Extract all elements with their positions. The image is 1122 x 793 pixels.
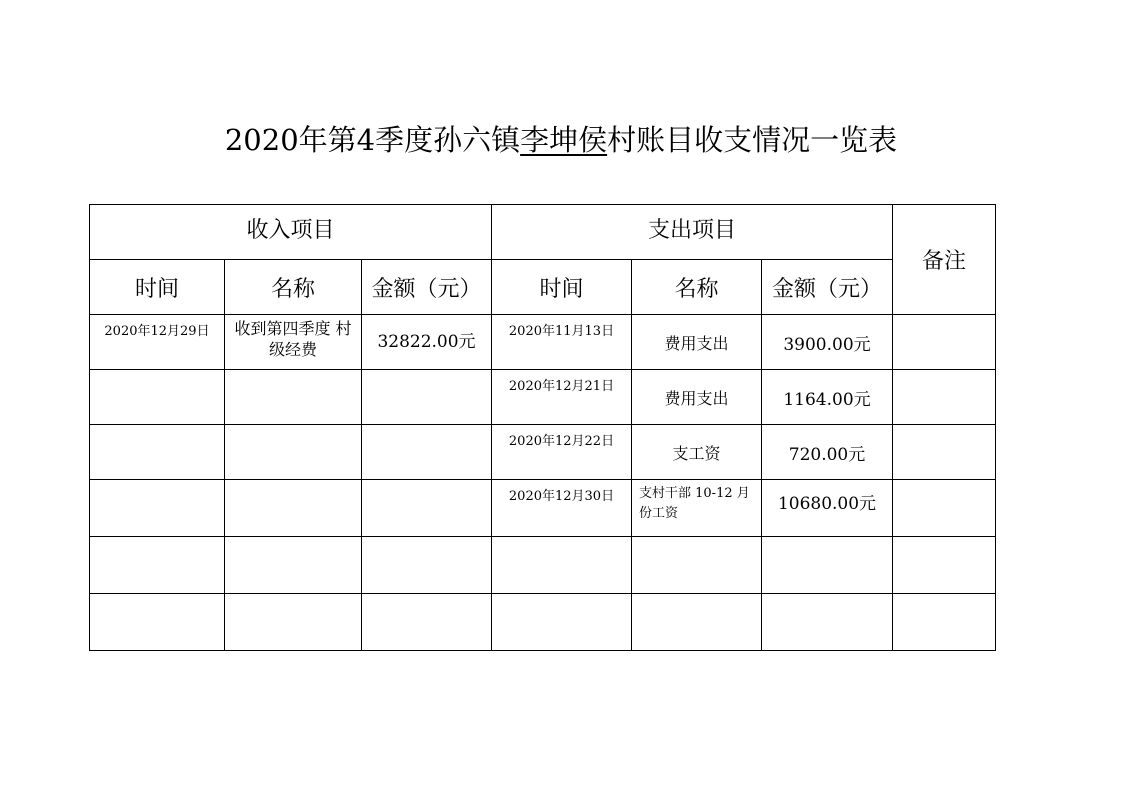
income-name-cell: [225, 594, 362, 651]
income-amount-cell: 32822.00元: [362, 315, 492, 370]
income-name-cell: 收到第四季度 村级经费: [225, 315, 362, 370]
expense-amount-cell: 720.00元: [762, 425, 893, 480]
expense-date-cell: 2020年12月30日: [492, 480, 632, 537]
title-prefix: 2020年第4季度孙六镇: [224, 123, 521, 157]
expense-amount-cell: 3900.00元: [762, 315, 893, 370]
income-amount-cell: [362, 480, 492, 537]
page-title: [0, 118, 1122, 159]
table-row: [90, 315, 996, 370]
remarks-cell: [893, 480, 996, 537]
expense-name-cell: [632, 537, 762, 594]
expense-name-cell: 费用支出: [632, 315, 762, 370]
expense-group-header: 支出项目: [492, 205, 893, 260]
table-row: [90, 480, 996, 537]
income-amount-cell: [362, 537, 492, 594]
expense-date-cell: 2020年12月21日: [492, 370, 632, 425]
table-row: [90, 425, 996, 480]
remarks-cell: [893, 537, 996, 594]
remarks-cell: [893, 425, 996, 480]
income-amount-cell: [362, 425, 492, 480]
income-amount-cell: [362, 594, 492, 651]
expense-amount-cell: 1164.00元: [762, 370, 893, 425]
remarks-cell: [893, 370, 996, 425]
remarks-cell: [893, 594, 996, 651]
expense-date-cell: 2020年12月22日: [492, 425, 632, 480]
ledger-table: [89, 204, 996, 651]
title-village-name: 李坤侯: [520, 123, 608, 157]
income-date-cell: 2020年12月29日: [90, 315, 225, 370]
remarks-cell: [893, 315, 996, 370]
income-date-cell: [90, 480, 225, 537]
income-date-cell: [90, 370, 225, 425]
table-row: [90, 594, 996, 651]
expense-name-header: 名称: [632, 260, 762, 315]
income-amount-header: 金额（元）: [362, 260, 492, 315]
income-date-cell: [90, 425, 225, 480]
income-name-cell: [225, 425, 362, 480]
income-amount-cell: [362, 370, 492, 425]
table-row: [90, 537, 996, 594]
expense-amount-cell: [762, 537, 893, 594]
expense-name-cell: 费用支出: [632, 370, 762, 425]
income-name-cell: [225, 537, 362, 594]
expense-name-cell: [632, 594, 762, 651]
income-group-header: 收入项目: [90, 205, 492, 260]
expense-date-cell: [492, 537, 632, 594]
title-suffix: 村账目收支情况一览表: [607, 123, 898, 157]
table-row: [90, 370, 996, 425]
expense-name-cell: 支村干部 10-12 月份工资: [632, 480, 762, 537]
income-name-cell: [225, 370, 362, 425]
income-name-cell: [225, 480, 362, 537]
income-name-header: 名称: [225, 260, 362, 315]
expense-date-cell: 2020年11月13日: [492, 315, 632, 370]
expense-time-header: 时间: [492, 260, 632, 315]
expense-amount-header: 金额（元）: [762, 260, 893, 315]
income-time-header: 时间: [90, 260, 225, 315]
expense-amount-cell: [762, 594, 893, 651]
income-date-cell: [90, 537, 225, 594]
expense-amount-cell: 10680.00元: [762, 480, 893, 537]
expense-date-cell: [492, 594, 632, 651]
remarks-header: 备注: [893, 205, 996, 315]
expense-name-cell: 支工资: [632, 425, 762, 480]
income-date-cell: [90, 594, 225, 651]
